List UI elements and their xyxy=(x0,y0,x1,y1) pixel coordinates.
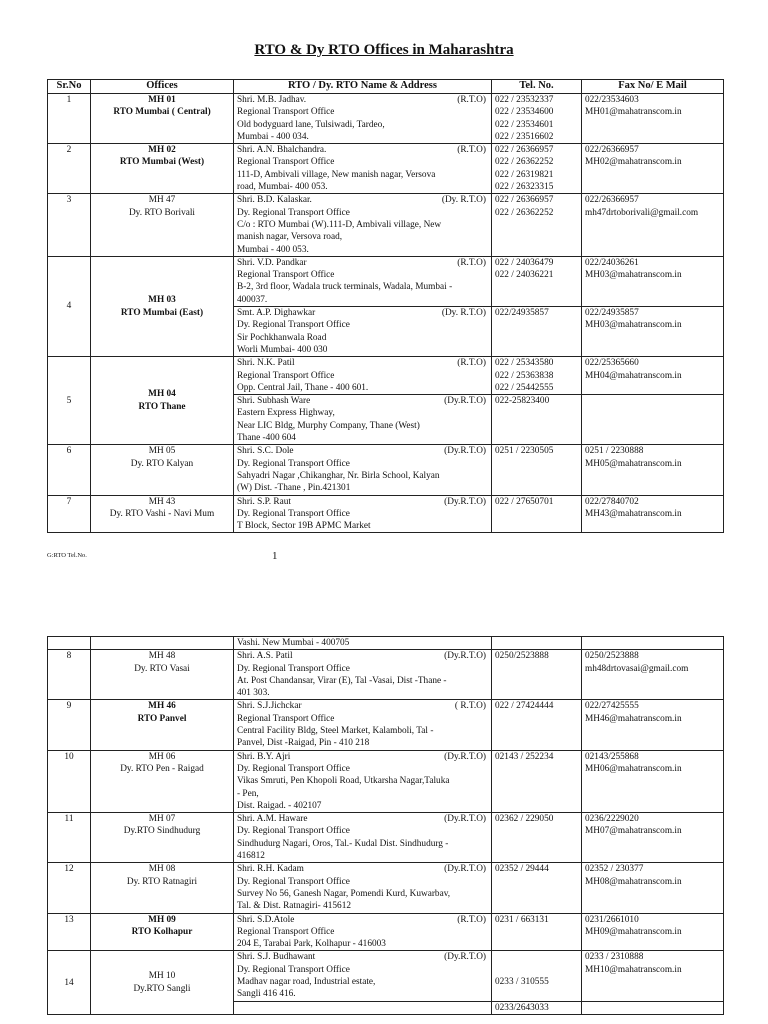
office-code: MH 06 xyxy=(148,751,176,762)
tel-number: 0231 / 663131 xyxy=(495,914,549,925)
tel-cell xyxy=(492,256,582,306)
fax-email-line: MH03@mahatranscom.in xyxy=(585,320,682,331)
fax-email-line: 022/27840702 xyxy=(585,496,639,507)
officer-role: (Dy.R.T.O) xyxy=(444,952,486,963)
fax-email-line: 022/26366957 xyxy=(585,145,639,156)
header-row xyxy=(48,80,724,94)
fax-email-line: 022/26366957 xyxy=(585,195,639,206)
office-code: MH 43 xyxy=(148,496,176,507)
fax-email-line: 022/24935857 xyxy=(585,308,639,319)
office-name: RTO Mumbai (East) xyxy=(120,307,204,318)
address-line: C/o : RTO Mumbai (W).111-D, Ambivali village, New xyxy=(237,219,442,230)
address-line: Dy. Regional Transport Office xyxy=(237,876,350,887)
address-line: 204 E, Tarabai Park, Kolhapur - 416003 xyxy=(237,939,386,950)
officer-name: Shri. V.D. Pandkar xyxy=(237,257,307,268)
tel-number: 022-25823400 xyxy=(495,396,550,407)
address-line: Dist. Raigad. - 402107 xyxy=(237,800,322,811)
tel-number: 022 / 23532337 xyxy=(495,95,554,105)
address-line: Regional Transport Office xyxy=(237,926,335,937)
fax-email-line: MH02@mahatranscom.in xyxy=(585,157,682,168)
address-line: Worli Mumbai- 400 030 xyxy=(237,344,328,355)
tel-number: 022 / 25363838 xyxy=(495,370,554,381)
address-line: Survey No 56, Ganesh Nagar, Pomendi Kurd, Kuwarbav, xyxy=(237,888,451,899)
header-fax-email: Fax No/ E Mail xyxy=(582,80,724,94)
fax-email-line: MH06@mahatranscom.in xyxy=(585,763,682,774)
office-name: Dy. RTO Pen - Raigad xyxy=(120,763,204,774)
officer-address-cell xyxy=(234,1001,492,1014)
officer-role: (Dy.R.T.O) xyxy=(444,496,486,507)
office-cell xyxy=(91,94,234,144)
address-line: Regional Transport Office xyxy=(237,270,335,281)
tel-cell xyxy=(492,750,582,812)
sr-no-cell: 13 xyxy=(48,913,91,951)
table-row xyxy=(48,951,724,1001)
office-name: RTO Panvel xyxy=(137,713,187,724)
address-line: Central Facility Bldg, Steel Market, Kalamboli, Tal - xyxy=(237,726,434,737)
office-cell xyxy=(91,813,234,863)
tel-cell xyxy=(492,307,582,357)
tel-number: 022 / 25343580 xyxy=(495,358,554,369)
officer-address-cell xyxy=(234,913,492,951)
tel-number: 022 / 27424444 xyxy=(495,701,554,712)
address-line: Dy. Regional Transport Office xyxy=(237,663,350,674)
tel-number: 022 / 26366957 xyxy=(495,145,554,156)
header-name-address: RTO / Dy. RTO Name & Address xyxy=(234,80,492,94)
officer-name: Shri. A.N. Bhalchandra. xyxy=(237,145,327,156)
address-line: Regional Transport Office xyxy=(237,107,335,118)
office-name: Dy.RTO Sindhudurg xyxy=(123,826,201,837)
address-line: Vikas Smruti, Pen Khopoli Road, Utkarsha Nagar,Taluka xyxy=(237,776,450,787)
document-title: RTO & Dy RTO Offices in Maharashtra xyxy=(254,42,514,58)
office-cell xyxy=(91,495,234,533)
office-cell xyxy=(91,194,234,256)
officer-address-cell xyxy=(234,750,492,812)
officer-role: (Dy.R.T.O) xyxy=(444,396,486,407)
tel-number: 02352 / 29444 xyxy=(495,864,549,875)
office-code: MH 47 xyxy=(148,195,176,206)
fax-email-line: 0233 / 2310888 xyxy=(585,952,644,963)
office-name: Dy. RTO Borivali xyxy=(128,207,196,218)
office-name: RTO Thane xyxy=(138,401,186,412)
officer-role: (R.T.O) xyxy=(457,358,486,369)
officer-address-cell xyxy=(234,700,492,750)
address-line: Sir Pochkhanwala Road xyxy=(237,332,327,343)
fax-email-cell xyxy=(582,307,724,357)
office-cell xyxy=(91,650,234,700)
address-line: Sahyadri Nagar ,Chikanghar, Nr. Birla School, Kalyan xyxy=(237,470,440,481)
fax-email-cell xyxy=(582,94,724,144)
tel-cell xyxy=(492,813,582,863)
address-line: 111-D, Ambivali village, New manish nagar, Versova xyxy=(237,169,436,180)
fax-email-line: MH10@mahatranscom.in xyxy=(585,964,682,975)
fax-email-cell xyxy=(582,1001,724,1014)
address-line: 400037. xyxy=(237,294,268,305)
officer-address-cell xyxy=(234,813,492,863)
fax-email-cell xyxy=(582,357,724,395)
tel-number xyxy=(495,964,578,976)
page-footer xyxy=(47,552,723,566)
fax-email-cell xyxy=(582,495,724,533)
tel-cell xyxy=(492,445,582,495)
officer-address-cell xyxy=(234,445,492,495)
tel-cell xyxy=(492,1001,582,1014)
address-line: Sindhudurg Nagari, Oros, Tal.- Kudal Dist. Sindhudurg - xyxy=(237,838,449,849)
address-line: Madhav nagar road, Industrial estate, xyxy=(237,977,376,988)
sr-no-cell: 12 xyxy=(48,863,91,913)
tel-cell xyxy=(492,700,582,750)
tel-cell xyxy=(492,144,582,194)
tel-cell xyxy=(492,913,582,951)
officer-address-cell xyxy=(234,863,492,913)
fax-email-cell xyxy=(582,951,724,1001)
table-row xyxy=(48,750,724,812)
tel-number: 022 / 24036479 xyxy=(495,257,554,268)
office-name: Dy. RTO Kalyan xyxy=(130,458,194,469)
officer-name: Shri. A.S. Patil xyxy=(237,651,293,662)
tel-number: 02362 / 229050 xyxy=(495,814,554,825)
officer-name: Shri. S.J.Jichckar xyxy=(237,701,302,712)
officer-address-cell xyxy=(234,94,492,144)
officer-address-cell xyxy=(234,650,492,700)
fax-email-cell xyxy=(582,144,724,194)
address-line xyxy=(237,1002,488,1014)
officer-name: Shri. A.M. Haware xyxy=(237,814,308,825)
address-line: T Block, Sector 19B APMC Market xyxy=(237,521,371,532)
sr-no-cell: 2 xyxy=(48,144,91,194)
office-code: MH 01 xyxy=(148,95,176,105)
address-line: Thane -400 604 xyxy=(237,433,296,444)
address-line: (W) Dist. -Thane , Pin.421301 xyxy=(237,483,351,494)
sr-no-cell: 10 xyxy=(48,750,91,812)
table-row xyxy=(48,144,724,194)
fax-email-line: 0231/2661010 xyxy=(585,914,639,925)
officer-name: Smt. A.P. Dighawkar xyxy=(237,308,316,319)
fax-email-cell xyxy=(582,863,724,913)
sr-no-cell: 5 xyxy=(48,357,91,445)
sr-no-cell: 6 xyxy=(48,445,91,495)
fax-email-line: MH08@mahatranscom.in xyxy=(585,876,682,887)
address-line: 416812 xyxy=(237,851,265,862)
office-cell xyxy=(91,700,234,750)
fax-email-cell xyxy=(582,913,724,951)
tel-number: 022 / 24036221 xyxy=(495,270,554,281)
address-line: Dy. Regional Transport Office xyxy=(237,763,350,774)
sr-no-cell: 9 xyxy=(48,700,91,750)
table-row xyxy=(48,813,724,863)
table-row xyxy=(48,650,724,700)
officer-role: (Dy.R.T.O) xyxy=(444,814,486,825)
fax-email-line: MH05@mahatranscom.in xyxy=(585,458,682,469)
address-line: At. Post Chandansar, Virar (E), Tal -Vasai, Dist -Thane - xyxy=(237,675,447,686)
address-line: Mumbai - 400 053. xyxy=(237,244,309,255)
fax-email-line: MH03@mahatranscom.in xyxy=(585,270,682,281)
header-sr-no: Sr.No xyxy=(48,80,91,94)
office-cell xyxy=(91,445,234,495)
officer-role: (Dy.R.T.O) xyxy=(444,651,486,662)
office-name: Dy.RTO Sangli xyxy=(133,983,191,994)
office-code: MH 02 xyxy=(148,145,176,156)
fax-email-line: mh48drtovasai@gmail.com xyxy=(585,663,689,674)
office-name: RTO Mumbai (West) xyxy=(119,157,205,168)
officer-address-cell xyxy=(234,395,492,445)
tel-number: 022 / 26362252 xyxy=(495,157,554,168)
officer-address-cell xyxy=(234,144,492,194)
table-row xyxy=(48,94,724,144)
office-cell xyxy=(91,863,234,913)
fax-email-line: mh47drtoborivali@gmail.com xyxy=(585,207,699,218)
address-line: Sangli 416 416. xyxy=(237,989,296,1000)
tel-number: 0250/2523888 xyxy=(495,651,549,662)
tel-cell xyxy=(492,495,582,533)
fax-email-line: MH01@mahatranscom.in xyxy=(585,107,682,118)
footer-file-label: G:RTO Tel.No. xyxy=(47,552,87,559)
office-code: MH 08 xyxy=(148,864,176,875)
sr-no-cell: 8 xyxy=(48,650,91,700)
tel-cell xyxy=(492,650,582,700)
tel-number: 0233/2643033 xyxy=(495,1002,549,1013)
officer-name: Shri. S.C. Dole xyxy=(237,446,294,457)
address-line: Dy. Regional Transport Office xyxy=(237,508,350,519)
officer-name: Shri. B.Y. Ajri xyxy=(237,751,291,762)
fax-email-cell xyxy=(582,650,724,700)
office-code: MH 07 xyxy=(148,814,176,825)
office-name: RTO Kolhapur xyxy=(131,926,193,937)
tel-number xyxy=(495,951,578,963)
office-code: MH 09 xyxy=(148,914,176,925)
fax-email-line: 022/27425555 xyxy=(585,701,639,712)
office-cell xyxy=(91,357,234,445)
officer-address-cell xyxy=(234,357,492,395)
officer-address-cell xyxy=(234,307,492,357)
tel-number: 0233 / 310555 xyxy=(495,977,549,988)
fax-email-line: 022/23534603 xyxy=(585,95,639,105)
table-row xyxy=(48,913,724,951)
sr-no-cell: 3 xyxy=(48,194,91,256)
fax-email-line: MH07@mahatranscom.in xyxy=(585,826,682,837)
officer-name: Shri. R.H. Kadam xyxy=(237,864,304,875)
continuation-row xyxy=(48,637,724,650)
tel-number: 022 / 27650701 xyxy=(495,496,554,507)
address-line: Dy. Regional Transport Office xyxy=(237,320,350,331)
fax-email-cell xyxy=(582,445,724,495)
office-code: MH 05 xyxy=(148,446,176,457)
officer-name: Shri. Subhash Ware xyxy=(237,396,311,407)
fax-email-cell xyxy=(582,813,724,863)
officer-address-cell xyxy=(234,495,492,533)
address-line: Regional Transport Office xyxy=(237,157,335,168)
office-cell xyxy=(91,750,234,812)
fax-email-line: 0250/2523888 xyxy=(585,651,639,662)
address-line: Dy. Regional Transport Office xyxy=(237,826,350,837)
office-name: Dy. RTO Vashi - Navi Mum xyxy=(109,508,215,519)
officer-address-cell xyxy=(234,194,492,256)
office-code: MH 48 xyxy=(148,651,176,662)
table-row xyxy=(48,357,724,395)
fax-email-cell xyxy=(582,395,724,445)
fax-email-line: 022/25365660 xyxy=(585,358,639,369)
table-row xyxy=(48,863,724,913)
tel-number: 022 / 23516602 xyxy=(495,131,554,142)
address-line: Tal. & Dist. Ratnagiri- 415612 xyxy=(237,901,351,912)
address-line: Eastern Express Highway, xyxy=(237,408,335,419)
continuation-address: Vashi. New Mumbai - 400705 xyxy=(234,637,492,650)
header-tel-no: Tel. No. xyxy=(492,80,582,94)
address-line: Regional Transport Office xyxy=(237,370,335,381)
rto-table-page-2 xyxy=(47,636,724,1015)
fax-email-line: MH04@mahatranscom.in xyxy=(585,370,682,381)
officer-role: (Dy. R.T.O) xyxy=(441,308,486,319)
officer-name: Shri. M.B. Jadhav. xyxy=(237,95,307,105)
table-row xyxy=(48,495,724,533)
fax-email-line: 0251 / 2230888 xyxy=(585,446,644,457)
officer-address-cell xyxy=(234,951,492,1001)
address-line: Mumbai - 400 034. xyxy=(237,131,309,142)
tel-cell xyxy=(492,194,582,256)
address-line: B-2, 3rd floor, Wadala truck terminals, Wadala, Mumbai - xyxy=(237,282,453,293)
tel-number: 022 / 26362252 xyxy=(495,207,554,218)
rto-table-page-1 xyxy=(47,79,724,533)
office-name: Dy. RTO Ratnagiri xyxy=(126,876,198,887)
page-number: 1 xyxy=(272,550,278,562)
officer-role: ( R.T.O) xyxy=(454,701,486,712)
office-code: MH 04 xyxy=(148,389,176,400)
sr-no-cell: 4 xyxy=(48,256,91,356)
tel-cell xyxy=(492,951,582,1001)
table-row xyxy=(48,194,724,256)
address-line: Dy. Regional Transport Office xyxy=(237,458,350,469)
office-cell xyxy=(91,256,234,356)
tel-number: 02143 / 252234 xyxy=(495,751,554,762)
address-line: Opp. Central Jail, Thane - 400 601. xyxy=(237,382,369,393)
tel-cell xyxy=(492,357,582,395)
officer-name: Shri. S.D.Atole xyxy=(237,914,295,925)
table-row xyxy=(48,445,724,495)
tel-number: 022 / 23534601 xyxy=(495,119,554,130)
address-line: road, Mumbai- 400 053. xyxy=(237,182,328,193)
fax-email-line: 02352 / 230377 xyxy=(585,864,644,875)
fax-email-line: 022/24036261 xyxy=(585,257,639,268)
officer-address-cell xyxy=(234,256,492,306)
fax-email-cell xyxy=(582,256,724,306)
officer-name: Shri. S.P. Raut xyxy=(237,496,291,507)
fax-email-line: MH09@mahatranscom.in xyxy=(585,926,682,937)
fax-email-cell xyxy=(582,700,724,750)
sr-no-cell: 7 xyxy=(48,495,91,533)
fax-email-cell xyxy=(582,750,724,812)
officer-role: (R.T.O) xyxy=(457,914,486,925)
address-line: 401 303. xyxy=(237,688,270,699)
fax-email-cell xyxy=(582,194,724,256)
officer-name: Shri. B.D. Kalaskar. xyxy=(237,195,312,206)
officer-role: (Dy.R.T.O) xyxy=(444,446,486,457)
address-line: Dy. Regional Transport Office xyxy=(237,207,350,218)
tel-number: 022/24935857 xyxy=(495,308,549,319)
officer-name: Shri. N.K. Patil xyxy=(237,358,295,369)
fax-email-line: MH43@mahatranscom.in xyxy=(585,508,682,519)
officer-role: (Dy.R.T.O) xyxy=(444,864,486,875)
tel-number: 022 / 23534600 xyxy=(495,107,554,118)
tel-number: 022 / 26319821 xyxy=(495,169,554,180)
sr-no-cell: 11 xyxy=(48,813,91,863)
officer-role: (Dy. R.T.O) xyxy=(441,195,486,206)
sr-no-cell: 14 xyxy=(48,951,91,1014)
fax-email-line: 0236/2229020 xyxy=(585,814,639,825)
fax-email-line: 02143/255868 xyxy=(585,751,639,762)
officer-role: (Dy.R.T.O) xyxy=(444,751,486,762)
address-line: Old bodyguard lane, Tulsiwadi, Tardeo, xyxy=(237,119,385,130)
office-name: RTO Mumbai ( Central) xyxy=(113,107,211,118)
address-line: manish nagar, Versova road, xyxy=(237,232,343,243)
officer-role: (R.T.O) xyxy=(457,257,486,268)
tel-number: 022 / 26323315 xyxy=(495,182,554,193)
office-cell xyxy=(91,951,234,1014)
tel-cell xyxy=(492,94,582,144)
address-line: Panvel, Dist -Raigad, Pin - 410 218 xyxy=(237,738,370,749)
officer-role: (R.T.O) xyxy=(457,95,486,105)
address-line: Near LIC Bldg, Murphy Company, Thane (West) xyxy=(237,420,420,431)
address-line: Dy. Regional Transport Office xyxy=(237,964,350,975)
office-code: MH 10 xyxy=(148,971,176,982)
tel-cell xyxy=(492,863,582,913)
address-line: Regional Transport Office xyxy=(237,713,335,724)
table-row xyxy=(48,700,724,750)
address-line: - Pen, xyxy=(237,788,259,799)
header-offices: Offices xyxy=(91,80,234,94)
tel-number: 022 / 25442555 xyxy=(495,382,554,393)
tel-number: 022 / 26366957 xyxy=(495,195,554,206)
tel-number: 0251 / 2230505 xyxy=(495,446,554,457)
tel-cell xyxy=(492,395,582,445)
sr-no-cell: 1 xyxy=(48,94,91,144)
fax-email-line: MH46@mahatranscom.in xyxy=(585,713,682,724)
officer-name: Shri. S.J. Budhawant xyxy=(237,952,316,963)
office-code: MH 46 xyxy=(148,701,176,712)
office-code: MH 03 xyxy=(148,295,176,306)
office-cell xyxy=(91,144,234,194)
office-name: Dy. RTO Vasai xyxy=(134,663,190,674)
officer-role: (R.T.O) xyxy=(457,145,486,156)
table-row xyxy=(48,256,724,306)
office-cell xyxy=(91,913,234,951)
